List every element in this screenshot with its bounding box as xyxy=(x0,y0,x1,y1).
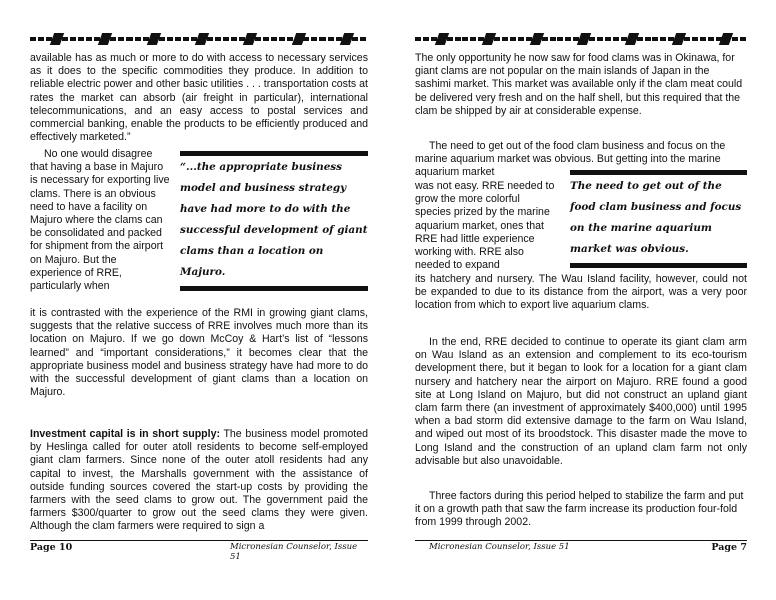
decorative-border xyxy=(30,32,368,46)
paragraph: available has as much or more to do with access to necessary services as it does to the specific commodities they produce. In addition to reliable electric power and other basic utilities . . . transportation costs at rates the market can absorb (air freight in particular), international telecommunications, and an easy access to postal services and commercial banking, enable the products to be efficiently produced and effectively marketed.” xyxy=(30,52,368,144)
publication-title: Micronesian Counselor, Issue 51 xyxy=(230,542,358,562)
paragraph-wrap: No one would disagree that having a base in Majuro is necessary for exporting live clams. There is an obvious need to have a facility on Majuro where the clams can be consolidated and packed for shipment from the airport on Majuro. But the experience of RRE, particularly when xyxy=(30,148,170,293)
paragraph: The need to get out of the food clam business and focus on the marine aquarium market was obvious. But getting into the marine aquarium market xyxy=(415,140,726,179)
page-number: Page 7 xyxy=(711,542,747,553)
paragraph-wrap: was not easy. RRE needed to grow the more colorful species prized by the marine aquarium market, ones that RRE had little experience working with. RRE also needed to expand xyxy=(415,180,555,272)
paragraph: In the end, RRE decided to continue to operate its giant clam arm on Wau Island as an extension and complement to its eco-tourism development there, but it began to look for a location for a giant clam nursery and hatchery near the airport on Majuro. RRE found a good site at Long Island on Majuro, but did not construct an upland giant clam farm there (an investment of approximately $400,000) until 1995 when a bad storm did extensive damage to the farm on Wau Island, and wiped out most of its broodstock. This disaster made the move to Long Island and the construction of an upland clam farm not only advisable but also unavoidable. xyxy=(415,336,747,467)
paragraph xyxy=(30,428,368,534)
page-footer xyxy=(415,540,747,553)
left-page xyxy=(30,0,368,600)
pull-quote xyxy=(180,157,368,283)
paragraph: it is contrasted with the experience of the RMI in growing giant clams, suggests that the relative success of RRE involves much more than its location on Majuro. If we go down McCoy & Hart’s list of “lessons learned” and “important considerations,” it becomes clear that the appropriate business model and business strategy have had more to do with the successful development of giant clams than a location on Majuro. xyxy=(30,307,368,399)
pull-quote-text: “...the appropriate business model and business strategy have had more to do with the successful development of giant clams than a location on Majuro. xyxy=(180,161,368,278)
right-page xyxy=(415,0,747,600)
paragraph: its hatchery and nursery. The Wau Island facility, however, could not be expanded to due to its distance from the airport, was a very poor location from which to export live aquarium clams. xyxy=(415,273,747,312)
paragraph: Three factors during this period helped to stabilize the farm and put it on a growth path that saw the farm increase its production four-fold from 1999 through 2002. xyxy=(415,490,744,529)
publication-title: Micronesian Counselor, Issue 51 xyxy=(429,542,570,552)
paragraph: The only opportunity he now saw for food clams was in Okinawa, for giant clams are not popular on the main islands of Japan in the sashimi market. This market was available only if the clam meat could be delivered very fresh and on the half shell, but this required that the clam be shipped by air at considerable expense. xyxy=(415,52,743,117)
paragraph-body: The business model promoted by Heslinga called for outer atoll residents to become self-employed giant clam farmers. Since none of the outer atoll residents had any capital to invest, the Marshalls government with the assistance of outside funding sources covered the start-up costs by providing the farmers with the seed clams to grow out. The government paid the farmers $300/quarter to grow out the seed clams they were given. Although the clam farmers were required to sign a xyxy=(30,428,368,533)
paragraph-heading: Investment capital is in short supply: xyxy=(30,428,221,440)
pull-quote-rule-top xyxy=(180,151,368,156)
pull-quote xyxy=(570,176,747,260)
pull-quote-text: The need to get out of the food clam business and focus on the marine aquarium market was obvious. xyxy=(570,180,742,255)
pull-quote-rule-top xyxy=(570,170,747,175)
page-number: Page 10 xyxy=(30,542,73,553)
page-footer xyxy=(30,540,368,562)
pull-quote-rule-bottom xyxy=(180,286,368,291)
pull-quote-rule-bottom xyxy=(570,263,747,268)
decorative-border xyxy=(415,32,747,46)
